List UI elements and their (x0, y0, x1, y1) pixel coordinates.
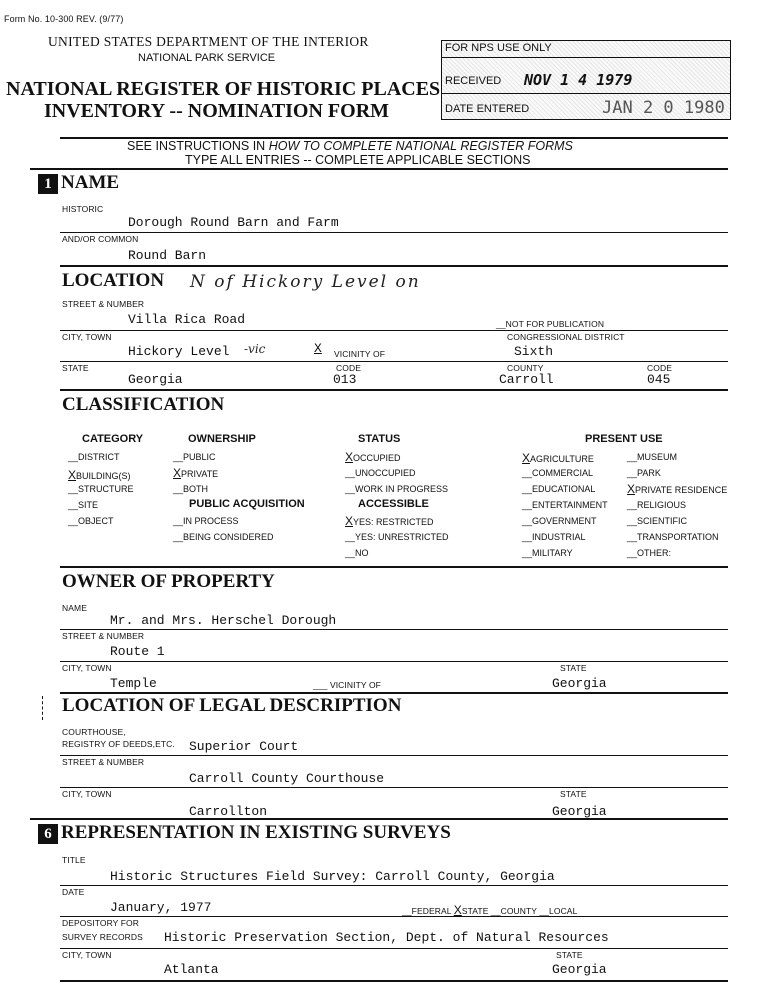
owner-city-label: CITY, TOWN (62, 663, 112, 673)
loc-city-label: CITY, TOWN (62, 332, 112, 342)
received-label: RECEIVED (445, 75, 502, 87)
vicinity-label: VICINITY OF (334, 349, 386, 359)
present-use-heading: PRESENT USE (585, 433, 663, 445)
use-industrial: __INDUSTRIAL (522, 532, 586, 542)
owner-section-heading: OWNER OF PROPERTY (62, 571, 275, 592)
use-agriculture: XAGRICULTURE (522, 451, 594, 465)
category-object: __OBJECT (68, 516, 114, 526)
county-code-label: CODE (647, 363, 672, 373)
legal-city-label: CITY, TOWN (62, 789, 112, 799)
courthouse-label: COURTHOUSE, (62, 727, 126, 737)
vicinity-mark: X (314, 341, 322, 356)
margin-mark (42, 696, 43, 720)
location-handwritten-note: N of Hickory Level on (190, 272, 421, 292)
not-for-publication: __NOT FOR PUBLICATION (496, 319, 605, 329)
owner-name-value: Mr. and Mrs. Herschel Dorough (110, 613, 337, 628)
category-heading: CATEGORY (82, 433, 144, 445)
owner-state-label: STATE (560, 663, 587, 673)
use-educational: __EDUCATIONAL (522, 484, 596, 494)
survey-state-label: STATE (556, 950, 583, 960)
loc-street-value: Villa Rica Road (128, 312, 246, 327)
legal-state-label: STATE (560, 789, 587, 799)
owner-state-value: Georgia (552, 676, 607, 691)
use-scientific: __SCIENTIFIC (627, 516, 688, 526)
use-other: __OTHER: (627, 548, 672, 558)
nps-use-box (441, 40, 731, 120)
use-park: __PARK (627, 468, 661, 478)
courthouse-value: Superior Court (189, 739, 299, 754)
survey-levels: __FEDERAL XSTATE __COUNTY __LOCAL (402, 903, 578, 917)
category-site: __SITE (68, 500, 99, 510)
owner-vicinity-label: ___ VICINITY OF (313, 680, 381, 690)
owner-name-label: NAME (62, 603, 87, 613)
form-title-line2: INVENTORY -- NOMINATION FORM (44, 100, 390, 122)
county-code-value: 045 (647, 372, 671, 387)
instructions-line1: SEE INSTRUCTIONS IN HOW TO COMPLETE NATIONAL REGISTER FORMS (127, 139, 573, 153)
legal-street-value: Carroll County Courthouse (189, 771, 385, 786)
received-stamp: NOV 1 4 1979 (524, 71, 633, 89)
survey-state-value: Georgia (552, 962, 607, 977)
survey-date-label: DATE (62, 887, 85, 897)
instructions-line2: TYPE ALL ENTRIES -- COMPLETE APPLICABLE SECTIONS (185, 153, 531, 167)
category-buildings: XBUILDING(S) (68, 468, 131, 482)
status-unoccupied: __UNOCCUPIED (345, 468, 416, 478)
status-heading: STATUS (358, 433, 401, 445)
legal-city-value: Carrollton (189, 804, 268, 819)
acquisition-in-process: __IN PROCESS (173, 516, 239, 526)
form-title-line1: NATIONAL REGISTER OF HISTORIC PLACES (6, 78, 441, 100)
section-number-6: 6 (38, 824, 58, 844)
use-military: __MILITARY (522, 548, 573, 558)
congressional-district-value: Sixth (514, 344, 554, 359)
ownership-heading: OWNERSHIP (188, 433, 256, 445)
legal-description-heading: LOCATION OF LEGAL DESCRIPTION (62, 695, 402, 716)
loc-state-value: Georgia (128, 372, 183, 387)
access-restricted: XYES: RESTRICTED (345, 514, 434, 528)
use-government: __GOVERNMENT (522, 516, 597, 526)
ownership-both: __BOTH (173, 484, 209, 494)
historic-label: HISTORIC (62, 204, 104, 214)
survey-records-label: SURVEY RECORDS (62, 932, 143, 942)
owner-street-label: STREET & NUMBER (62, 631, 145, 641)
surveys-section-heading: 6 REPRESENTATION IN EXISTING SURVEYS (38, 822, 451, 844)
congressional-district-label: CONGRESSIONAL DISTRICT (507, 332, 625, 342)
acquisition-being-considered: __BEING CONSIDERED (173, 532, 274, 542)
status-occupied: XOCCUPIED (345, 450, 401, 464)
depository-value: Historic Preservation Section, Dept. of Natural Resources (164, 930, 609, 945)
loc-street-label: STREET & NUMBER (62, 299, 145, 309)
status-work-in-progress: __WORK IN PROGRESS (345, 484, 449, 494)
common-name-value: Round Barn (128, 248, 207, 263)
section-number-1: 1 (38, 174, 58, 194)
survey-title-label: TITLE (62, 855, 86, 865)
access-no: __NO (345, 548, 369, 558)
nps-box-header: FOR NPS USE ONLY (445, 42, 552, 54)
survey-city-label: CITY, TOWN (62, 950, 112, 960)
form-number: Form No. 10-300 REV. (9/77) (4, 14, 124, 24)
department-name: UNITED STATES DEPARTMENT OF THE INTERIOR (48, 34, 369, 49)
depository-label: DEPOSITORY FOR (62, 918, 139, 928)
owner-street-value: Route 1 (110, 644, 165, 659)
common-name-label: AND/OR COMMON (62, 234, 139, 244)
ownership-private: XPRIVATE (173, 466, 219, 480)
public-acquisition-heading: PUBLIC ACQUISITION (189, 498, 305, 510)
category-structure: __STRUCTURE (68, 484, 134, 494)
loc-city-value: Hickory Level (128, 344, 230, 359)
county-value: Carroll (499, 372, 554, 387)
service-name: NATIONAL PARK SERVICE (138, 52, 276, 64)
loc-code-label: CODE (336, 363, 361, 373)
use-private-residence: XPRIVATE RESIDENCE (627, 482, 728, 496)
use-entertainment: __ENTERTAINMENT (522, 500, 608, 510)
date-entered-label: DATE ENTERED (445, 103, 530, 115)
use-museum: __MUSEUM (627, 452, 678, 462)
loc-city-handwritten: -vic (244, 342, 266, 356)
loc-code-value: 013 (333, 372, 357, 387)
county-label: COUNTY (507, 363, 544, 373)
historic-name-value: Dorough Round Barn and Farm (128, 215, 339, 230)
legal-state-value: Georgia (552, 804, 607, 819)
survey-title-value: Historic Structures Field Survey: Carroll County, Georgia (110, 869, 555, 884)
category-district: __DISTRICT (68, 452, 120, 462)
access-unrestricted: __YES: UNRESTRICTED (345, 532, 449, 542)
location-section-heading: LOCATION (62, 270, 165, 291)
owner-city-value: Temple (110, 676, 157, 691)
survey-city-value: Atlanta (164, 962, 219, 977)
loc-state-label: STATE (62, 363, 89, 373)
registry-label: REGISTRY OF DEEDS,ETC. (62, 739, 175, 749)
name-section-heading: 1 NAME (38, 172, 119, 194)
classification-section-heading: CLASSIFICATION (62, 394, 225, 415)
survey-date-value: January, 1977 (110, 900, 212, 915)
ownership-public: __PUBLIC (173, 452, 216, 462)
use-transportation: __TRANSPORTATION (627, 532, 719, 542)
use-religious: __RELIGIOUS (627, 500, 687, 510)
legal-street-label: STREET & NUMBER (62, 757, 145, 767)
accessible-heading: ACCESSIBLE (358, 498, 429, 510)
use-commercial: __COMMERCIAL (522, 468, 594, 478)
date-entered-stamp: JAN 2 0 1980 (602, 98, 725, 118)
